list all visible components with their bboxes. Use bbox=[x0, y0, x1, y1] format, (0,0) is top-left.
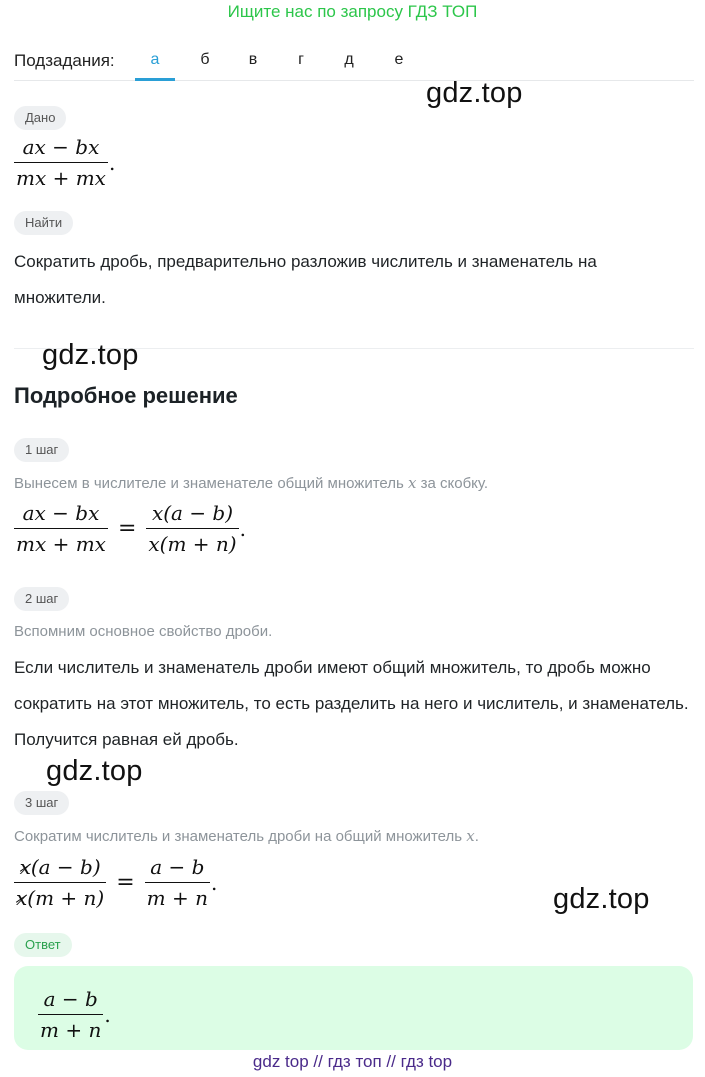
step-2-hint: Вспомним основное свойство дроби. bbox=[14, 623, 273, 640]
cancelled-factor: x bbox=[16, 886, 28, 910]
step-2-text: Если числитель и знаменатель дроби имеют общий множитель, то дробь можно сократить на этот множитель, то есть разделить на него и числитель, и знаменатель. Получится равная ей дробь. bbox=[14, 658, 689, 749]
watermark: gdz.top bbox=[426, 77, 523, 109]
step-1-lhs-fraction bbox=[14, 500, 108, 557]
given-expression: $\frac{ax - bx}{mx + mx}$ . bbox=[16, 135, 116, 190]
fraction-numerator: x(a − b) bbox=[151, 501, 234, 525]
subtasks-label: Подзадания: bbox=[14, 51, 115, 70]
tab-v[interactable]: в bbox=[248, 51, 258, 68]
step-3-rhs-fraction bbox=[145, 854, 210, 911]
fraction-denominator: m + n bbox=[38, 1014, 103, 1043]
tab-b[interactable]: б bbox=[200, 51, 210, 68]
fraction-numerator: a − b bbox=[43, 987, 98, 1011]
footer-links[interactable]: gdz top // гдз топ // гдз top bbox=[252, 1052, 453, 1071]
fraction-numerator: ax − bx bbox=[22, 135, 100, 159]
fraction-denominator: mx + mx bbox=[14, 162, 108, 191]
fraction-numerator: ax − bx bbox=[22, 501, 100, 525]
cancelled-factor: x bbox=[19, 855, 31, 879]
fraction-denominator: x(m + n) bbox=[146, 528, 238, 557]
fraction-denominator: mx + mx bbox=[14, 528, 108, 557]
fraction-numerator: a − b bbox=[150, 855, 205, 879]
answer-fraction bbox=[38, 986, 103, 1043]
fraction-denominator: m + n bbox=[145, 882, 210, 911]
answer-expression: $\frac{a - b}{m + n}$ . bbox=[40, 987, 111, 1042]
given-badge: Дано bbox=[14, 106, 66, 130]
step-2-badge: 2 шаг bbox=[14, 587, 69, 611]
step-1-badge: 1 шаг bbox=[14, 438, 69, 462]
tab-d[interactable]: д bbox=[344, 51, 354, 68]
find-badge: Найти bbox=[14, 211, 73, 235]
step-3-hint: Сократим числитель и знаменатель дроби на общий множитель x. bbox=[14, 827, 479, 845]
tab-e[interactable]: е bbox=[394, 51, 404, 68]
solution-title: Подробное решение bbox=[14, 383, 238, 408]
watermark: gdz.top bbox=[553, 883, 650, 915]
answer-box bbox=[14, 966, 693, 1050]
given-fraction bbox=[14, 134, 108, 191]
find-text: Сократить дробь, предварительно разложив числитель и знаменатель на множители. bbox=[14, 252, 597, 307]
step-3-badge: 3 шаг bbox=[14, 791, 69, 815]
watermark: gdz.top bbox=[46, 755, 143, 787]
subtasks-bar bbox=[14, 44, 694, 81]
step-1-hint: Вынесем в числителе и знаменателе общий множитель x за скобку. bbox=[14, 474, 489, 492]
step-1-rhs-fraction bbox=[146, 500, 238, 557]
step-1-expression: $\frac{ax - bx}{mx + mx}$ = $\frac{x(a - b)}{x(m + n)}$ . bbox=[16, 501, 246, 556]
watermark: gdz.top bbox=[42, 339, 139, 371]
fraction-denominator: x(m + n) bbox=[14, 882, 106, 911]
step-3-expression: $\frac{x(a - b)}{x(m + n)}$ = $\frac{a - b}{m + n}$ . bbox=[16, 855, 218, 910]
tab-a[interactable]: а bbox=[135, 49, 175, 81]
answer-badge: Ответ bbox=[14, 933, 72, 957]
fraction-numerator: x(a − b) bbox=[19, 855, 101, 879]
top-banner: Ищите нас по запросу ГДЗ ТОП bbox=[227, 2, 478, 21]
tab-g[interactable]: г bbox=[298, 51, 304, 68]
step-3-lhs-fraction bbox=[14, 854, 106, 911]
